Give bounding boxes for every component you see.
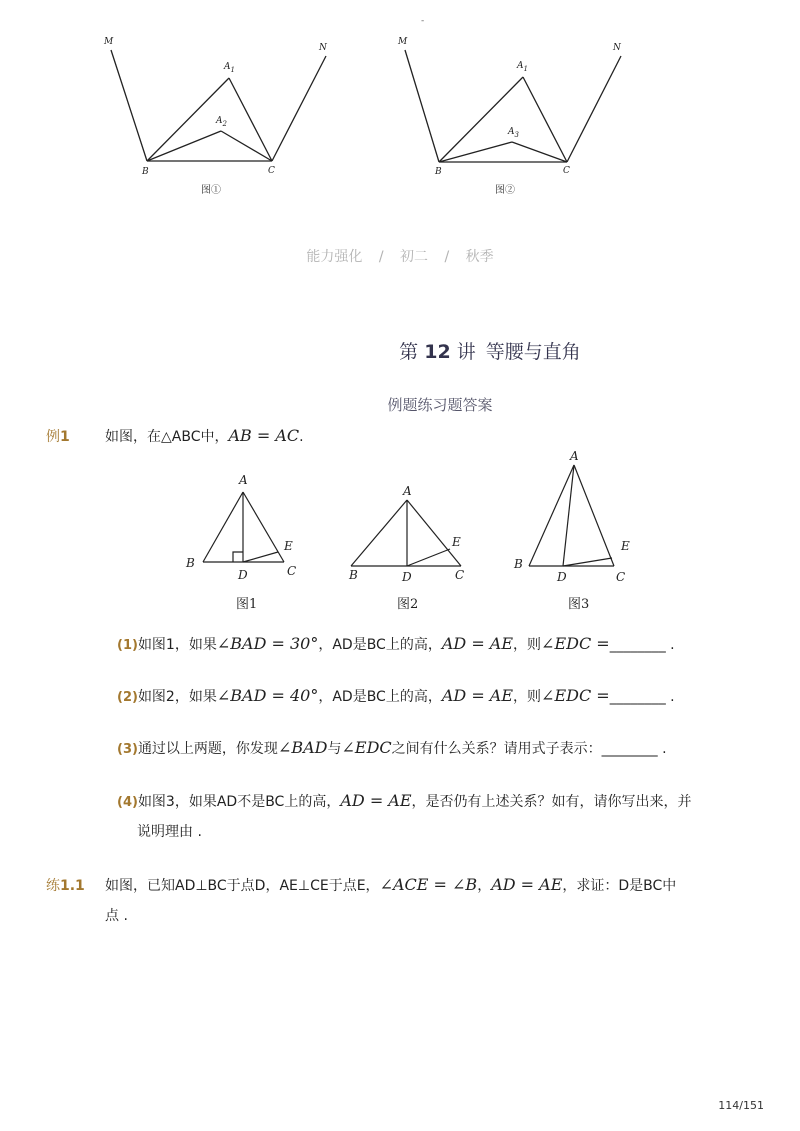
question-3: (3)通过以上两题，你发现∠BAD与∠EDC之间有什么关系？请用式子表示：________ . [117,738,667,757]
label-D: D [557,570,567,584]
triangle-figure-3 [529,465,614,566]
label-B: B [514,557,523,571]
segment-AD [563,465,574,566]
exercise-1-1-continuation: 点 . [105,908,128,924]
question-4: (4)如图3，如果AD不是BC上的高，AD = AE，是否仍有上述关系？如有，请你写出来，并 [117,791,692,810]
page-number: 114/151 [718,1099,764,1112]
label-N: N [613,43,621,53]
label-B: B [186,556,195,570]
label-C: C [616,570,626,584]
figure-caption-3: 图3 [568,597,590,612]
side-AB [529,465,574,566]
label-A: A [239,473,248,487]
label-E: E [284,539,293,553]
label-D: D [238,568,248,582]
figure-2-caption: 图② [495,185,515,196]
label-A3: $A_3$ [508,127,519,139]
lecture-suffix: 讲 [456,341,476,363]
question-2: (2)如图2，如果∠BAD = 40°，AD是BC上的高，AD = AE，则∠EDC =________ . [117,686,675,705]
question-1: (1)如图1，如果∠BAD = 30°，AD是BC上的高，AD = AE，则∠EDC =________ . [117,634,675,653]
segment-DE [563,558,612,566]
label-C: C [287,564,297,578]
line-MB [111,50,147,161]
label-M: M [104,37,114,47]
line-MB [405,50,439,162]
breadcrumb-term: 秋季 [465,249,494,265]
line-A1C [523,77,567,162]
breadcrumb-course: 能力强化 [306,249,363,265]
line-BA1 [439,77,523,162]
triangle-figures [0,440,800,580]
breadcrumb [0,246,800,266]
segment-DE [407,549,450,566]
label-B: B [349,568,358,582]
line-NC [567,56,621,162]
triangle-figure-2 [351,500,461,566]
breadcrumb-separator: / [378,249,384,265]
breadcrumb-separator: / [444,249,450,265]
lecture-prefix: 第 [399,341,419,363]
right-angle-mark [233,552,243,562]
side-AC [574,465,614,566]
exercise-label: 练1.1 [46,878,85,894]
lecture-title [200,337,780,364]
side-AB [351,500,407,566]
figure-caption-2: 图2 [397,597,419,612]
label-E: E [621,539,630,553]
label-C: C [455,568,465,582]
stray-mark: - [421,16,425,26]
figure-1-diagram [111,50,326,161]
label-D: D [402,570,412,584]
line-BA2 [147,131,221,161]
top-figures [0,0,800,210]
section-title: 例题练习题答案 [387,396,493,414]
label-A2: $A_2$ [216,116,227,128]
label-M: M [398,37,408,47]
exercise-1-1-statement: 如图，已知AD⊥BC于点D，AE⊥CE于点E，∠ACE = ∠B，AD = AE，求证：D是BC中 [105,875,677,894]
label-A: A [403,484,412,498]
label-A1: $A_1$ [517,61,528,73]
side-AC [407,500,461,566]
lecture-number: 12 [424,341,451,363]
label-N: N [319,43,327,53]
lecture-topic: 等腰与直角 [485,341,581,363]
label-B: B [142,167,149,177]
segment-DE [243,552,278,562]
triangle-figure-1 [203,492,284,562]
example-label: 例1 [46,429,70,445]
label-B: B [435,167,442,177]
breadcrumb-grade: 初二 [400,249,428,265]
question-4-continuation: 说明理由 . [137,824,202,840]
line-NC [272,56,326,161]
label-C: C [268,166,275,176]
figure-1-caption: 图① [201,185,221,196]
figure-caption-1: 图1 [236,597,258,612]
line-BA3 [439,142,512,162]
label-A1: $A_1$ [224,62,235,74]
label-E: E [452,535,461,549]
label-A: A [570,449,579,463]
figure-2-diagram [405,50,621,162]
example-1-statement: 如图，在△ABC中，AB = AC. [105,426,304,445]
label-C: C [563,166,570,176]
